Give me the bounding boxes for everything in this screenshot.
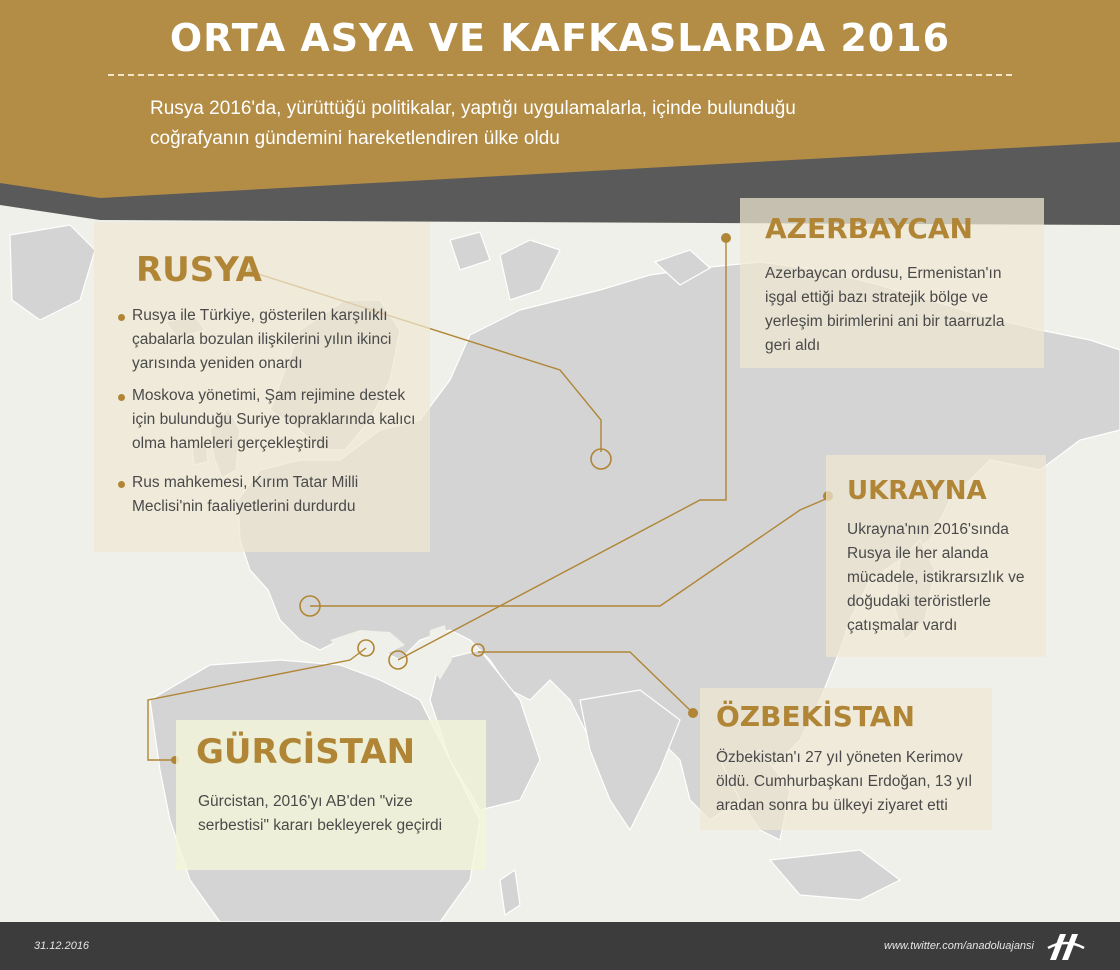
- panel-azerbaycan-title: AZERBAYCAN: [765, 212, 973, 245]
- landmass-indonesia: [770, 850, 900, 900]
- panel-azerbaycan-text: Azerbaycan ordusu, Ermenistan'ın işgal ettiği bazı stratejik bölge ve yerleşim birimlerini ani bir taarruzla geri aldı: [765, 265, 1005, 354]
- panel-ukrayna-title: UKRAYNA: [847, 476, 987, 506]
- page-title: ORTA ASYA VE KAFKASLARDA 2016: [169, 16, 951, 60]
- footer-bar: [0, 922, 1120, 970]
- landmass-india: [580, 690, 680, 830]
- landmass-madagascar: [500, 870, 520, 915]
- panel-gurcistan-title: GÜRCİSTAN: [196, 732, 416, 772]
- landmass-greenland: [10, 225, 95, 320]
- panel-rusya-bullet-dot-0: [118, 314, 125, 321]
- footer-date: 31.12.2016: [34, 940, 90, 952]
- panel-ozbekistan-text: Özbekistan'ı 27 yıl yöneten Kerimov öldü. Cumhurbaşkanı Erdoğan, 13 yıl aradan sonra bu ülkeyi ziyaret etti: [716, 749, 972, 814]
- dot-azerbaycan: [721, 233, 731, 243]
- landmass-novaya-zemlya: [500, 240, 560, 300]
- subtitle-line-2: coğrafyanın gündemini hareketlendiren ülke oldu: [150, 128, 560, 149]
- panel-rusya-bullet-1: Moskova yönetimi, Şam rejimine destek için bulunduğu Suriye topraklarında kalıcı olma hamleleri gerçekleştirdi: [132, 387, 416, 452]
- panel-ukrayna-text: Ukrayna'nın 2016'sında Rusya ile her alanda mücadele, istikrarsızlık ve doğudaki teröristlerle çatışmalar vardı: [847, 521, 1025, 634]
- landmass-svalbard: [450, 232, 490, 270]
- dot-ozbekistan: [688, 708, 698, 718]
- subtitle-line-1: Rusya 2016'da, yürüttüğü politikalar, yaptığı uygulamalarla, içinde bulunduğu: [150, 98, 796, 119]
- panel-rusya-bullet-dot-2: [118, 481, 125, 488]
- panel-ozbekistan-title: ÖZBEKİSTAN: [716, 700, 915, 733]
- panel-rusya-bullet-0: Rusya ile Türkiye, gösterilen karşılıklı çabalarla bozulan ilişkilerini yılın ikinci yarısında yeniden onardı: [132, 307, 392, 372]
- panel-rusya-bullet-dot-1: [118, 394, 125, 401]
- panel-rusya-title: RUSYA: [136, 250, 262, 290]
- aa-logo-icon: [1046, 930, 1086, 964]
- footer-twitter-link[interactable]: www.twitter.com/anadoluajansi: [884, 940, 1034, 952]
- panel-gurcistan-text: Gürcistan, 2016'yı AB'den "vize serbestisi" kararı bekleyerek geçirdi: [198, 793, 443, 834]
- panel-rusya-bullet-2: Rus mahkemesi, Kırım Tatar Milli Meclisi'nin faaliyetlerini durdurdu: [132, 474, 359, 515]
